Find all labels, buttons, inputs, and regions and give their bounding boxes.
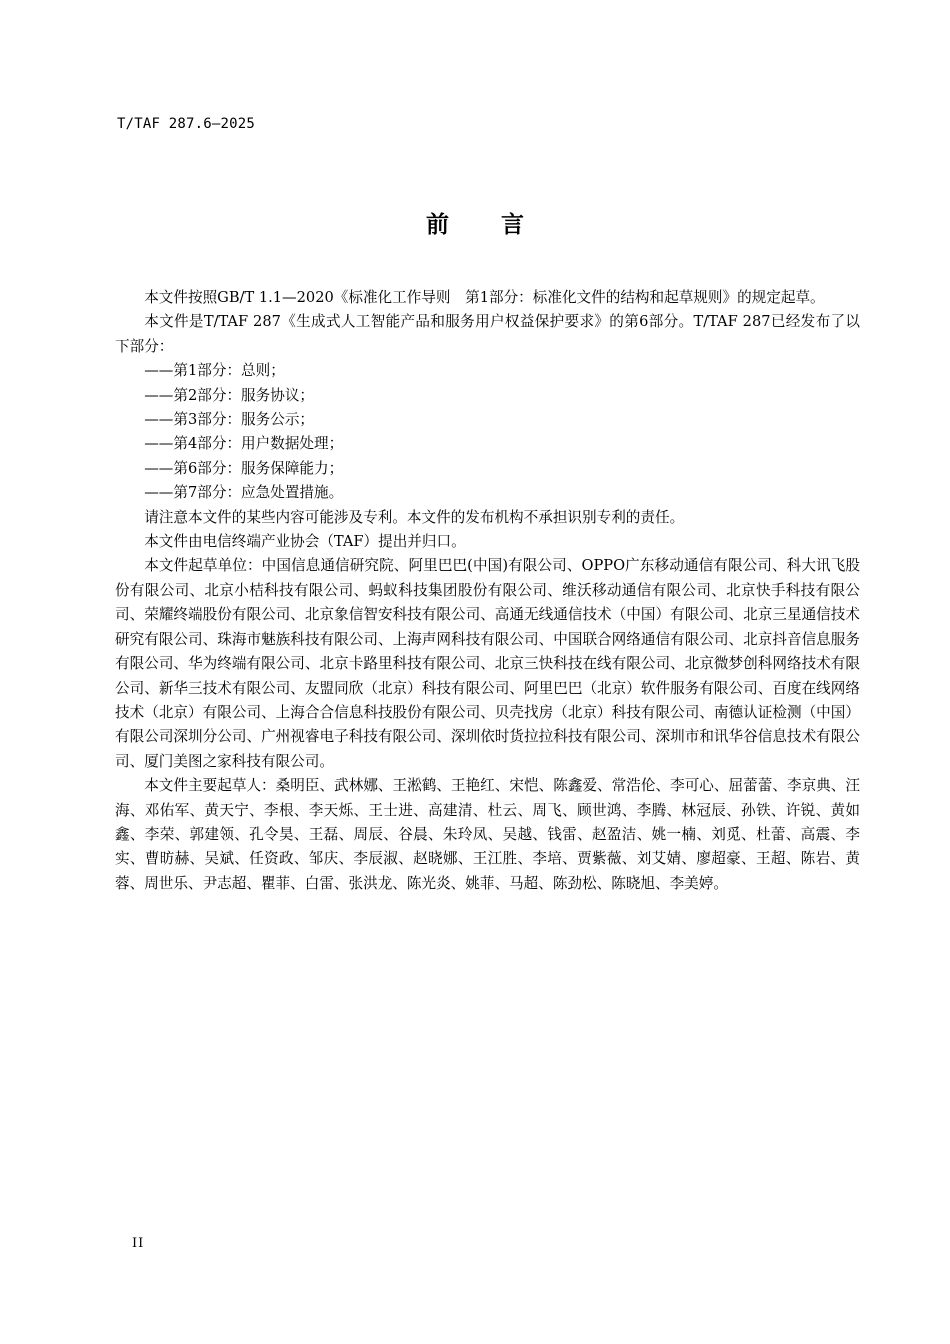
paragraph-series-intro: 本文件是T/TAF 287《生成式人工智能产品和服务用户权益保护要求》的第6部分。T/TAF 287已经发布了以下部分：: [115, 313, 860, 355]
page-number: II: [132, 1236, 145, 1251]
page-title: 前言: [426, 212, 576, 238]
list-item-part-4: ——第4部分：用户数据处理；: [144, 435, 344, 453]
paragraph-patent-notice: 请注意本文件的某些内容可能涉及专利。本文件的发布机构不承担识别专利的责任。: [144, 508, 685, 526]
paragraph-drafting-rules: 本文件按照GB/T 1.1—2020《标准化工作导则 第1部分：标准化文件的结构和起草规则》的规定起草。: [144, 289, 825, 306]
document-code: T/TAF 287.6—2025: [117, 116, 256, 132]
list-item-part-7: ——第7部分：应急处置措施。: [144, 484, 344, 502]
list-item-part-3: ——第3部分：服务公示；: [144, 411, 315, 429]
paragraph-drafters: 本文件主要起草人：桑明臣、武林娜、王淞鹤、王艳红、宋恺、陈鑫爱、常浩伦、李可心、屈蕾蕾、李京典、汪海、邓佑军、黄天宁、李根、李天烁、王士进、高建清、杜云、周飞、顾世鸿、李腾、林冠辰、孙铁、许锐、黄如鑫、李荣、郭建领、孔令昊、王磊、周辰、谷晨、朱玲凤、吴越、钱雷、赵盈洁、姚一楠、刘觅、杜蕾、高震、李实、曹昉赫、吴斌、任资政、邹庆、李辰淑、赵晓娜、王江胜、李培、贾紫薇、刘艾婧、廖超豪、王超、陈岩、黄蓉、周世乐、尹志超、瞿菲、白雷、张洪龙、陈光炎、姚菲、马超、陈劲松、陈晓旭、李美婷。: [115, 777, 860, 892]
foreword-body: [115, 286, 860, 896]
list-item-part-1: ——第1部分：总则；: [144, 362, 285, 380]
list-item-part-6: ——第6部分：服务保障能力；: [144, 459, 344, 477]
paragraph-drafting-units: 本文件起草单位：中国信息通信研究院、阿里巴巴(中国)有限公司、OPPO广东移动通信有限公司、科大讯飞股份有限公司、北京小桔科技有限公司、蚂蚁科技集团股份有限公司、维沃移动通信有限公司、北京快手科技有限公司、荣耀终端股份有限公司、北京象信智安科技有限公司、高通无线通信技术（中国）有限公司、北京三星通信技术研究有限公司、珠海市魅族科技有限公司、上海声网科技有限公司、中国联合网络通信有限公司、北京抖音信息服务有限公司、华为终端有限公司、北京卡路里科技有限公司、北京三快科技在线有限公司、北京微梦创科网络技术有限公司、新华三技术有限公司、友盟同欣（北京）科技有限公司、阿里巴巴（北京）软件服务有限公司、百度在线网络技术（北京）有限公司、上海合合信息科技股份有限公司、贝壳找房（北京）科技有限公司、南德认证检测（中国）有限公司深圳分公司、广州视睿电子科技有限公司、深圳依时货拉拉科技有限公司、深圳市和讯华谷信息技术有限公司、厦门美图之家科技有限公司。: [115, 557, 860, 770]
list-item-part-2: ——第2部分：服务协议；: [144, 386, 315, 404]
paragraph-proposer: 本文件由电信终端产业协会（TAF）提出并归口。: [144, 533, 466, 551]
